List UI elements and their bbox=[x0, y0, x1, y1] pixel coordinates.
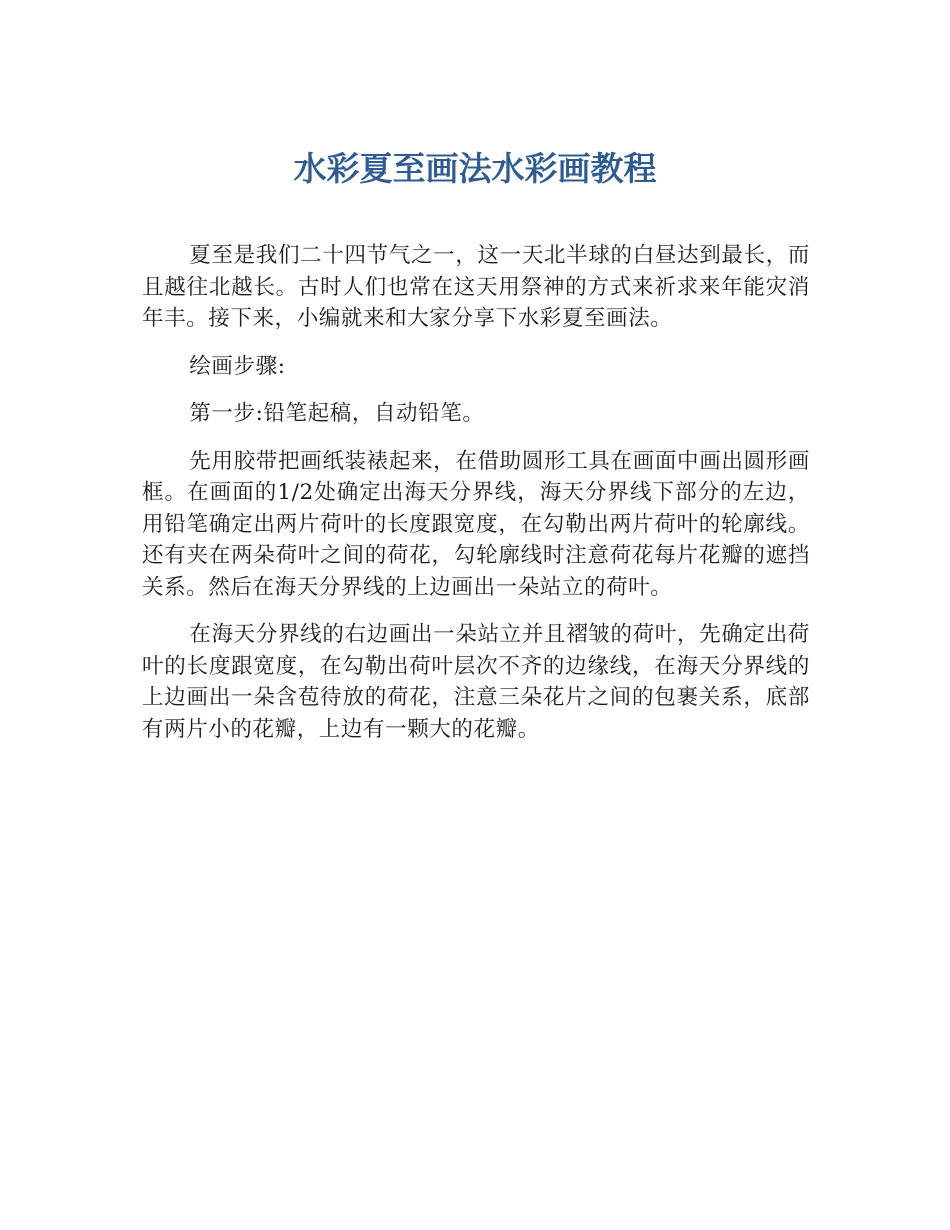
paragraph-step-one-continued: 在海天分界线的右边画出一朵站立并且褶皱的荷叶，先确定出荷叶的长度跟宽度，在勾勒出荷叶层次不齐的边缘线，在海天分界线的上边画出一朵含苞待放的荷花，注意三朵花片之间的包裹关系，底部有两片小的花瓣，上边有一颗大的花瓣。 bbox=[142, 622, 810, 742]
document-body bbox=[142, 240, 810, 761]
paragraph-intro: 夏至是我们二十四节气之一，这一天北半球的白昼达到最长，而且越往北越长。古时人们也常在这天用祭神的方式来祈求来年能灾消年丰。接下来，小编就来和大家分享下水彩夏至画法。 bbox=[142, 243, 810, 331]
document-title: 水彩夏至画法水彩画教程 bbox=[293, 149, 657, 188]
paragraph-steps-heading: 绘画步骤: bbox=[189, 353, 286, 379]
paragraph-step-one: 第一步:铅笔起稿，自动铅笔。 bbox=[189, 401, 485, 426]
paragraph-step-one-detail: 先用胶带把画纸装裱起来，在借助圆形工具在画面中画出圆形画框。在画面的1/2处确定出海天分界线，海天分界线下部分的左边，用铅笔确定出两片荷叶的长度跟宽度，在勾勒出两片荷叶的轮廓线。还有夹在两朵荷叶之间的荷花，勾轮廓线时注意荷花每片花瓣的遮挡关系。然后在海天分界线的上边画出一朵站立的荷叶。 bbox=[142, 448, 810, 600]
